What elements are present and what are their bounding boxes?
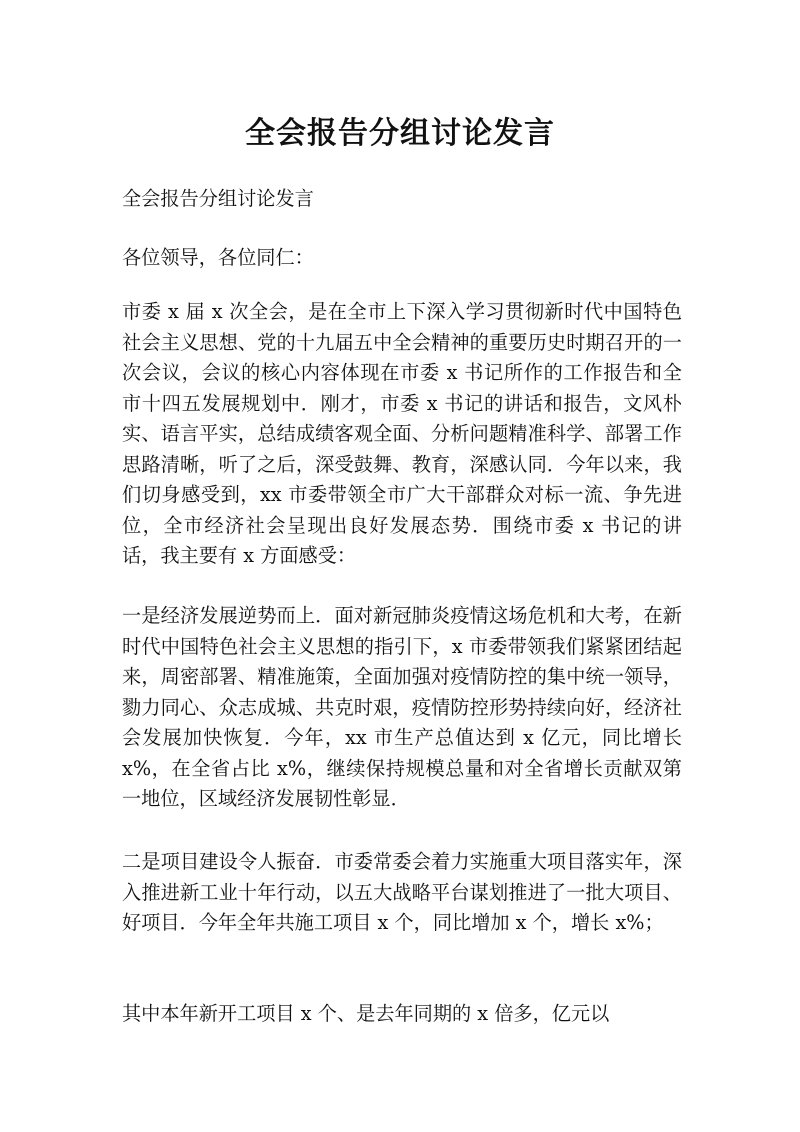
intro-paragraph: 市委 x 届 x 次全会，是在全市上下深入学习贯彻新时代中国特色社会主义思想、党的十九届五中全会精神的重要历史时期召开的一次会议，会议的核心内容体现在市委 x 书记所作的工作报告和全市十四五发展规划中．刚才，市委 x 书记的讲话和报告，文风朴实、语言平实，总结成绩客观全面、分析问题精准科学、部署工作思路清晰，听了之后，深受鼓舞、教育，深感认同．今年以来，我们切身感受到，xx 市委带领全市广大干部群众对标一流、争先进位，全市经济社会呈现出良好发展态势．围绕市委 x 书记的讲话，我主要有 x 方面感受： (122, 300, 682, 567)
point-one-paragraph: 一是经济发展逆势而上．面对新冠肺炎疫情这场危机和大考，在新时代中国特色社会主义思想的指引下，x 市委带领我们紧紧团结起来，周密部署、精准施策，全面加强对疫情防控的集中统一领导，勠力同心、众志成城、共克时艰，疫情防控形势持续向好，经济社会发展加快恢复．今年，xx 市生产总值达到 x 亿元，同比增长 x%，在全省占比 x%，继续保持规模总量和对全省增长贡献双第一地位，区域经济发展韧性彰显． (122, 604, 682, 810)
subtitle-paragraph: 全会报告分组讨论发言 (122, 187, 314, 210)
point-two-paragraph: 二是项目建设令人振奋．市委常委会着力实施重大项目落实年，深入推进新工业十年行动，以五大战略平台谋划推进了一批大项目、好项目．今年全年共施工项目 x 个，同比增加 x 个，增长 x%； (122, 850, 682, 934)
document-title: 全会报告分组讨论发言 (245, 116, 555, 151)
continuation-paragraph: 其中本年新开工项目 x 个、是去年同期的 x 倍多，亿元以 (122, 1002, 610, 1025)
salutation-paragraph: 各位领导，各位同仁： (122, 246, 314, 269)
